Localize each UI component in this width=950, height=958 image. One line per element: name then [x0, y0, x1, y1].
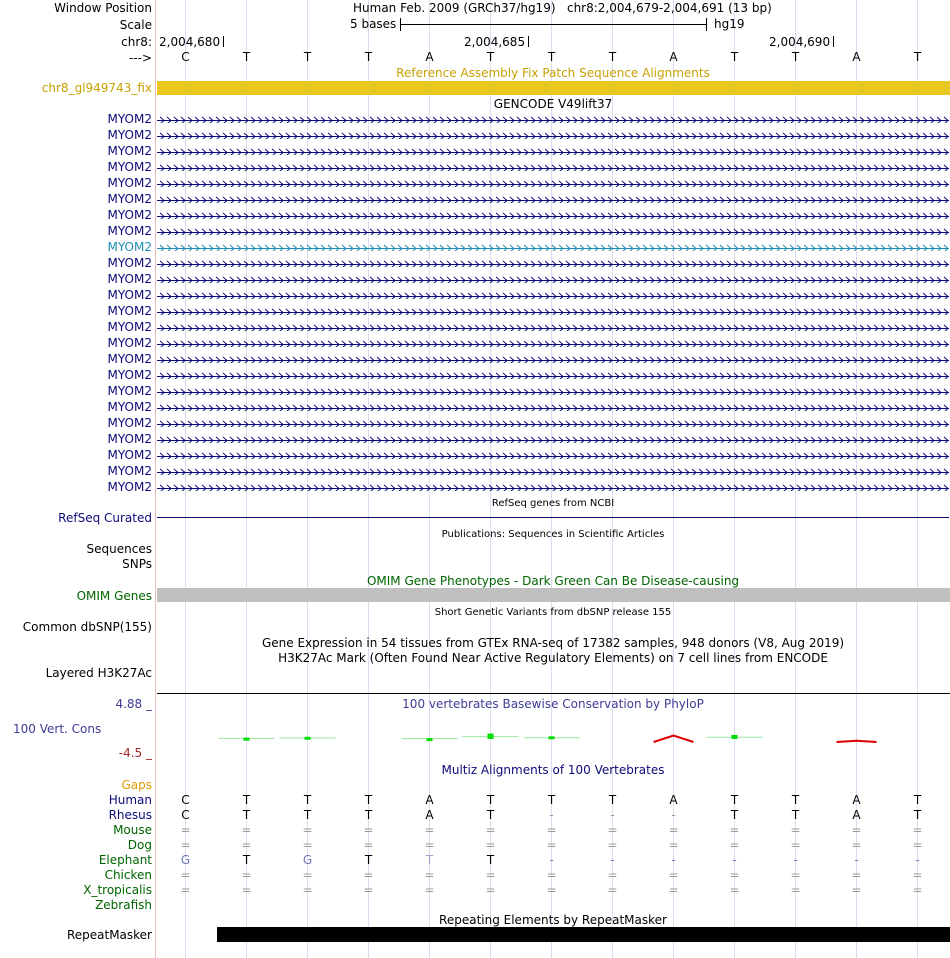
scale-text: 5 bases	[350, 17, 397, 31]
gencode-gene-label[interactable]: MYOM2	[107, 384, 152, 398]
gencode-gene-label[interactable]: MYOM2	[107, 416, 152, 430]
sequence-base: A	[425, 50, 434, 64]
multiz-base: =	[851, 823, 862, 837]
refseq-gene-line[interactable]	[157, 517, 949, 518]
gencode-gene-label[interactable]: MYOM2	[107, 368, 152, 382]
multiz-base: A	[669, 793, 678, 807]
assembly-text	[353, 1, 772, 15]
gencode-transcript[interactable]	[157, 306, 949, 315]
multiz-base: =	[241, 883, 252, 897]
sequence-base: T	[730, 50, 739, 64]
sequence-base: T	[303, 50, 312, 64]
gencode-title: GENCODE V49lift37	[493, 97, 613, 111]
multiz-base: -	[610, 808, 615, 822]
phylop-score-bar	[488, 734, 494, 739]
multiz-base: =	[485, 838, 496, 852]
multiz-base: T	[364, 808, 373, 822]
gencode-transcript[interactable]	[157, 210, 949, 219]
multiz-base: =	[424, 838, 435, 852]
publications-snps-label[interactable]: SNPs	[122, 557, 152, 571]
gencode-transcript[interactable]	[157, 130, 949, 139]
gencode-transcript[interactable]	[157, 178, 949, 187]
multiz-base: =	[851, 838, 862, 852]
sequence-base: A	[852, 50, 861, 64]
gencode-gene-label[interactable]: MYOM2	[107, 144, 152, 158]
multiz-base: =	[302, 883, 313, 897]
multiz-base: -	[610, 853, 615, 867]
multiz-base: =	[302, 838, 313, 852]
scale-bar	[400, 24, 706, 25]
gaps-label[interactable]: Gaps	[121, 778, 152, 792]
gencode-gene-label[interactable]: MYOM2	[107, 320, 152, 334]
multiz-base: A	[425, 793, 434, 807]
fix-patch-title: Reference Assembly Fix Patch Sequence Alignments	[396, 66, 710, 80]
window-position-label: Window Position	[54, 1, 152, 15]
multiz-base: =	[241, 838, 252, 852]
gencode-transcript[interactable]	[157, 274, 949, 283]
gencode-gene-label[interactable]: MYOM2	[107, 128, 152, 142]
repeatmasker-label[interactable]: RepeatMasker	[66, 928, 152, 942]
multiz-base: T	[303, 808, 312, 822]
multiz-base: C	[181, 793, 190, 807]
multiz-species-label[interactable]: Zebrafish	[95, 898, 152, 912]
omim-bar[interactable]	[157, 588, 950, 602]
gencode-gene-label[interactable]: MYOM2	[107, 480, 152, 494]
sequence-base: T	[364, 50, 373, 64]
gencode-transcript[interactable]	[157, 434, 949, 443]
gencode-transcript[interactable]	[157, 114, 949, 123]
gencode-transcript[interactable]	[157, 370, 949, 379]
ruler-tick-label: 2,004,680	[159, 35, 221, 49]
gencode-transcript[interactable]	[157, 146, 949, 155]
multiz-base: =	[851, 883, 862, 897]
gencode-transcript[interactable]	[157, 386, 949, 395]
phylop-score-negative	[837, 741, 877, 742]
h3k27ac-title: H3K27Ac Mark (Often Found Near Active Regulatory Elements) on 7 cell lines from ENCODE	[278, 651, 828, 665]
db-text: hg19	[714, 17, 745, 31]
multiz-base: =	[546, 838, 557, 852]
multiz-base: =	[668, 868, 679, 882]
phylop-score-bar	[427, 738, 433, 741]
ruler-tick	[528, 36, 529, 47]
multiz-base: =	[729, 823, 740, 837]
multiz-base: T	[730, 808, 739, 822]
ruler-tick	[223, 36, 224, 47]
multiz-base: =	[363, 883, 374, 897]
refseq-title: RefSeq genes from NCBI	[491, 498, 615, 509]
multiz-base: T	[486, 853, 495, 867]
multiz-base: =	[424, 823, 435, 837]
phylop-min-label: -4.5 _	[118, 746, 152, 760]
phylop-score-bar	[549, 736, 555, 739]
multiz-base: =	[546, 823, 557, 837]
multiz-base: T	[364, 793, 373, 807]
sequence-base: A	[669, 50, 678, 64]
gencode-transcript[interactable]	[157, 482, 949, 491]
gencode-transcript[interactable]	[157, 226, 949, 235]
multiz-base: =	[363, 823, 374, 837]
multiz-base: =	[668, 823, 679, 837]
multiz-base: =	[790, 838, 801, 852]
multiz-base: T	[608, 793, 617, 807]
gencode-gene-label[interactable]: MYOM2	[107, 352, 152, 366]
multiz-base: =	[668, 883, 679, 897]
gencode-transcript[interactable]	[157, 290, 949, 299]
multiz-base: =	[180, 823, 191, 837]
ruler-tick	[833, 36, 834, 47]
gencode-gene-label[interactable]: MYOM2	[107, 240, 152, 254]
multiz-base: =	[485, 868, 496, 882]
multiz-base: =	[668, 838, 679, 852]
multiz-species-label[interactable]: X_tropicalis	[83, 883, 152, 897]
sequence-base: T	[913, 50, 922, 64]
phylop-score-negative	[654, 736, 694, 742]
gencode-transcript[interactable]	[157, 402, 949, 411]
sequence-base: T	[242, 50, 251, 64]
assembly-name: Human Feb. 2009 (GRCh37/hg19)	[353, 1, 556, 15]
multiz-base: =	[180, 838, 191, 852]
multiz-base: -	[793, 853, 798, 867]
multiz-species-label[interactable]: Mouse	[113, 823, 152, 837]
phylop-title: 100 vertebrates Basewise Conservation by PhyloP	[402, 697, 704, 711]
multiz-base: =	[851, 868, 862, 882]
multiz-base: =	[241, 868, 252, 882]
multiz-base: =	[607, 838, 618, 852]
refseq-label[interactable]: RefSeq Curated	[58, 511, 152, 525]
multiz-base: A	[852, 808, 861, 822]
multiz-base: =	[729, 838, 740, 852]
multiz-base: =	[302, 868, 313, 882]
sequence-base: C	[181, 50, 190, 64]
multiz-base: T	[486, 808, 495, 822]
multiz-base: =	[302, 823, 313, 837]
publications-sequences-label[interactable]: Sequences	[86, 542, 152, 556]
scale-bar-right-tick	[706, 18, 707, 31]
multiz-base: T	[913, 793, 922, 807]
gencode-gene-label[interactable]: MYOM2	[107, 272, 152, 286]
multiz-base: T	[425, 853, 434, 867]
gencode-gene-label[interactable]: MYOM2	[107, 112, 152, 126]
multiz-base: A	[425, 808, 434, 822]
gencode-transcript[interactable]	[157, 466, 949, 475]
phylop-max-label: 4.88 _	[115, 697, 152, 711]
gencode-gene-label[interactable]: MYOM2	[107, 400, 152, 414]
multiz-base: T	[303, 793, 312, 807]
multiz-base: -	[671, 853, 676, 867]
chrom-label: chr8:	[121, 35, 152, 49]
multiz-base: =	[180, 868, 191, 882]
multiz-base: =	[546, 868, 557, 882]
multiz-base: =	[912, 838, 923, 852]
gencode-transcript[interactable]	[157, 194, 949, 203]
gencode-gene-label[interactable]: MYOM2	[107, 256, 152, 270]
multiz-species-label[interactable]: Rhesus	[108, 808, 152, 822]
multiz-base: =	[607, 868, 618, 882]
gencode-gene-label[interactable]: MYOM2	[107, 288, 152, 302]
multiz-base: =	[485, 883, 496, 897]
multiz-base: T	[791, 808, 800, 822]
scale-label: Scale	[119, 18, 152, 32]
gencode-transcript[interactable]	[157, 322, 949, 331]
phylop-label[interactable]: 100 Vert. Cons	[13, 722, 102, 736]
multiz-base: T	[547, 793, 556, 807]
gencode-gene-label[interactable]: MYOM2	[107, 464, 152, 478]
fix-patch-label[interactable]: chr8_gl949743_fix	[41, 81, 152, 95]
multiz-base: -	[671, 808, 676, 822]
multiz-base: =	[729, 883, 740, 897]
gencode-gene-label[interactable]: MYOM2	[107, 176, 152, 190]
phylop-score-bar	[732, 735, 738, 739]
multiz-base: C	[181, 808, 190, 822]
multiz-base: =	[607, 823, 618, 837]
position-text: chr8:2,004,679-2,004,691 (13 bp)	[566, 1, 772, 15]
multiz-species-label[interactable]: Dog	[127, 838, 152, 852]
multiz-base: =	[790, 823, 801, 837]
label-separator	[155, 0, 156, 958]
h3k27ac-label[interactable]: Layered H3K27Ac	[45, 666, 152, 680]
multiz-base: G	[180, 853, 191, 867]
multiz-base: =	[424, 883, 435, 897]
multiz-base: T	[913, 808, 922, 822]
repeatmasker-title: Repeating Elements by RepeatMasker	[439, 913, 667, 927]
multiz-title: Multiz Alignments of 100 Vertebrates	[441, 763, 665, 777]
multiz-base: =	[363, 868, 374, 882]
dbsnp-label[interactable]: Common dbSNP(155)	[22, 620, 152, 634]
multiz-base: -	[549, 808, 554, 822]
multiz-base: =	[485, 823, 496, 837]
multiz-base: -	[732, 853, 737, 867]
gencode-transcript[interactable]	[157, 418, 949, 427]
multiz-base: T	[242, 793, 251, 807]
ruler-tick-label: 2,004,690	[769, 35, 831, 49]
sequence-base: T	[547, 50, 556, 64]
omim-title: OMIM Gene Phenotypes - Dark Green Can Be Disease-causing	[366, 574, 740, 588]
multiz-base: =	[790, 868, 801, 882]
multiz-base: -	[915, 853, 920, 867]
gencode-gene-label[interactable]: MYOM2	[107, 208, 152, 222]
sequence-base: T	[791, 50, 800, 64]
gencode-gene-label[interactable]: MYOM2	[107, 336, 152, 350]
h3k27ac-baseline	[157, 693, 950, 694]
multiz-base: =	[424, 868, 435, 882]
multiz-base: -	[854, 853, 859, 867]
omim-label[interactable]: OMIM Genes	[76, 589, 152, 603]
gencode-gene-label[interactable]: MYOM2	[107, 448, 152, 462]
sequence-base: T	[608, 50, 617, 64]
multiz-base: =	[912, 883, 923, 897]
multiz-base: =	[546, 883, 557, 897]
multiz-base: =	[180, 883, 191, 897]
multiz-base: =	[363, 838, 374, 852]
strand-label: --->	[128, 51, 152, 65]
sequence-base: T	[486, 50, 495, 64]
ruler-tick-label: 2,004,685	[464, 35, 526, 49]
gencode-gene-label[interactable]: MYOM2	[107, 160, 152, 174]
gencode-transcript[interactable]	[157, 162, 949, 171]
gtex-title: Gene Expression in 54 tissues from GTEx RNA-seq of 17382 samples, 948 donors (V8, Aug 2019)	[261, 636, 845, 650]
multiz-base: T	[730, 793, 739, 807]
gencode-gene-label[interactable]: MYOM2	[107, 304, 152, 318]
gencode-transcript[interactable]	[157, 450, 949, 459]
scale-bar-left-tick	[400, 18, 401, 31]
gencode-gene-label[interactable]: MYOM2	[107, 432, 152, 446]
multiz-base: T	[364, 853, 373, 867]
multiz-base: -	[549, 853, 554, 867]
multiz-base: T	[242, 853, 251, 867]
phylop-score-bar	[305, 737, 311, 740]
multiz-base: T	[791, 793, 800, 807]
phylop-graph[interactable]	[156, 697, 950, 760]
publications-title: Publications: Sequences in Scientific Articles	[441, 529, 665, 540]
repeatmasker-bar[interactable]	[217, 927, 950, 942]
multiz-base: T	[486, 793, 495, 807]
fix-patch-bar[interactable]	[157, 81, 950, 95]
multiz-base: =	[912, 823, 923, 837]
multiz-base: =	[912, 868, 923, 882]
phylop-score-bar	[244, 738, 250, 741]
dbsnp-title: Short Genetic Variants from dbSNP release 155	[434, 607, 672, 618]
multiz-base: A	[852, 793, 861, 807]
multiz-base: =	[729, 868, 740, 882]
multiz-species-label[interactable]: Human	[108, 793, 152, 807]
gencode-transcript[interactable]	[157, 242, 949, 251]
multiz-base: =	[790, 883, 801, 897]
multiz-species-label[interactable]: Chicken	[104, 868, 152, 882]
gencode-transcript[interactable]	[157, 354, 949, 363]
gencode-transcript[interactable]	[157, 258, 949, 267]
gencode-gene-label[interactable]: MYOM2	[107, 224, 152, 238]
gencode-transcript[interactable]	[157, 338, 949, 347]
multiz-base: T	[242, 808, 251, 822]
multiz-base: =	[241, 823, 252, 837]
multiz-base: =	[607, 883, 618, 897]
gencode-gene-label[interactable]: MYOM2	[107, 192, 152, 206]
multiz-species-label[interactable]: Elephant	[98, 853, 152, 867]
multiz-base: G	[302, 853, 313, 867]
